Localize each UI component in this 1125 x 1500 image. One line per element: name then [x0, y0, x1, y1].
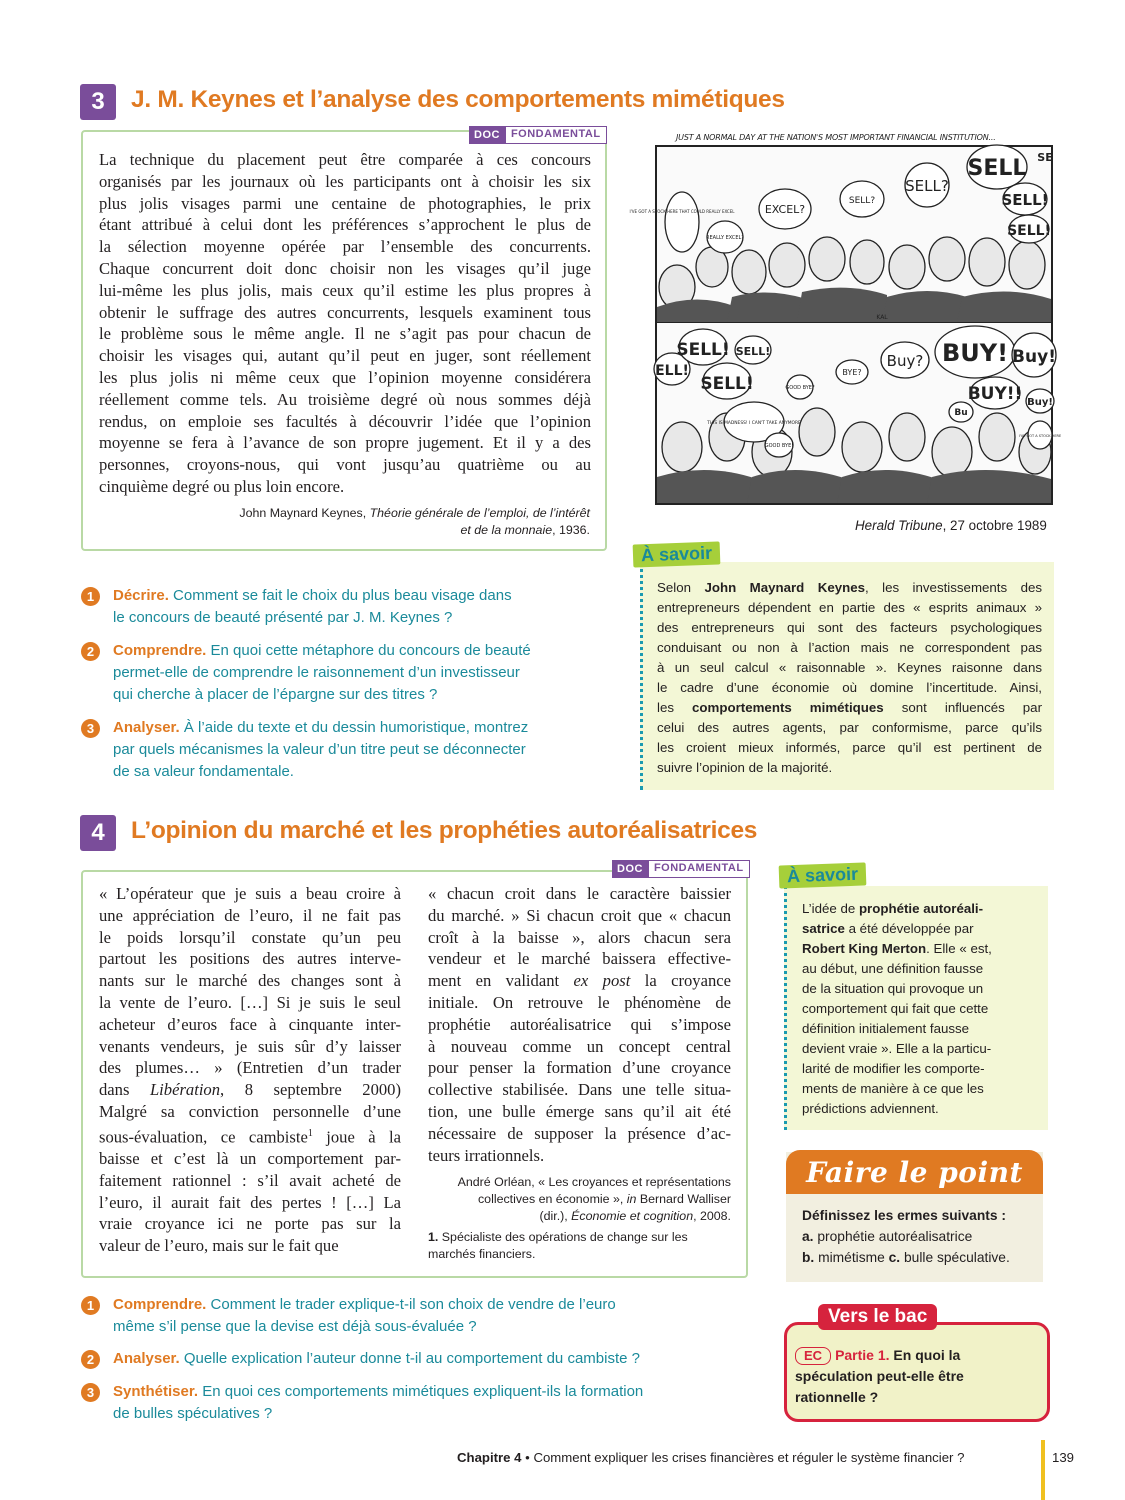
text-line: l’euro, il aurait fait des pertes ! […] La — [99, 1192, 401, 1212]
question-line-text: permet-elle de comprendre le raisonnement d’un investisseur — [113, 664, 520, 681]
savoir-line — [802, 999, 1022, 1019]
item-text: mimétisme — [814, 1250, 889, 1265]
doc-fondamental-tag-3 — [469, 126, 607, 144]
section-4-title: L’opinion du marché et les prophéties autoréalisatrices — [131, 817, 758, 844]
savoir-segment: a été développée par — [844, 921, 974, 936]
item-text: bulle spéculative. — [900, 1250, 1010, 1265]
text-line: teurs irrationnels. — [428, 1145, 545, 1165]
item-text: prophétie autoréalisatrice — [813, 1229, 973, 1244]
ec-badge: EC — [795, 1347, 831, 1365]
question-text — [113, 585, 593, 629]
question-text — [113, 1294, 616, 1338]
savoir-segment: de la situation qui provoque un — [802, 981, 984, 996]
footnote-line: marchés financiers. — [428, 1247, 536, 1261]
savoir-line — [657, 758, 1042, 778]
cartoon-bubble-text: Buy! — [1027, 397, 1053, 408]
savoir-line — [802, 1019, 1022, 1039]
question-line — [113, 1316, 593, 1338]
cartoon-bubble-text: SELL! — [676, 340, 730, 360]
text-line: à nouveau comme un concept central — [428, 1036, 731, 1056]
text-segment: sous-évaluation, ce cambiste — [99, 1127, 308, 1147]
savoir-segment: Robert King Merton — [802, 941, 927, 956]
text-line: nants sur le marché des changes sont à — [99, 971, 401, 991]
text-line: Chaque concurrent doit donc choisir non les visages qu’il juge — [99, 258, 591, 278]
text-line: Malgré sa conviction personnelle d’une — [99, 1101, 401, 1121]
footer-separator: • — [521, 1450, 534, 1465]
savoir-line — [802, 959, 1022, 979]
savoir-line — [657, 598, 1042, 618]
text-line: organisés par les journaux où les participants ont à choisir les six — [99, 171, 591, 191]
question-text — [113, 717, 593, 783]
a-savoir-dotted-border — [640, 562, 643, 790]
savoir-line — [657, 718, 1042, 738]
question-verb: Comprendre. — [113, 642, 207, 659]
cartoon-bubble-text: BYE? — [842, 368, 862, 377]
doc-fondamental-tag-4 — [612, 860, 750, 878]
text-line: personnes, croyons-nous, qui vont jusqu’au quatrième ou au — [99, 455, 591, 475]
savoir-segment: conduisant ou non à l’action mais ne correspondent pas — [657, 640, 1042, 655]
cartoon-bubble-text: BUY!! — [967, 384, 1023, 404]
source-title-2: et de la monnaie — [460, 523, 553, 537]
savoir-line — [657, 618, 1042, 638]
question-verb: Décrire. — [113, 587, 169, 604]
bac-question-line: spéculation peut-elle être — [795, 1368, 964, 1384]
text-line — [99, 1079, 401, 1101]
question-line-text: de sa valeur fondamentale. — [113, 763, 294, 780]
savoir-line — [802, 979, 1022, 999]
document-4-column-1 — [99, 883, 401, 1257]
question-verb: Comprendre. — [113, 1296, 207, 1313]
text-line: des plumes… » (Entretien d’un trader — [99, 1058, 401, 1078]
savoir-segment: des entrepreneurs qui sont des facteurs psychologiques — [657, 620, 1042, 635]
question-number: 2 — [81, 1350, 100, 1369]
cartoon-bubble-text: SELL! — [735, 345, 771, 358]
text-segment: Libération — [149, 1080, 221, 1100]
text-line — [99, 1123, 401, 1148]
savoir-segment: comportements mimétiques — [692, 700, 884, 715]
footer-chapter-title: Comment expliquer les crises financières et réguler le système financier ? — [533, 1450, 965, 1465]
cartoon-bubble-text: GOOD BYE? — [785, 385, 815, 391]
question-line — [113, 585, 593, 607]
item-label: a. — [802, 1229, 814, 1244]
text-line: la vente de l’euro. […] Si je suis le seul — [99, 992, 401, 1012]
text-line: cinquième degré ou plus loin encore. — [99, 476, 345, 496]
question-line-text: par quels mécanismes la valeur d’un titre peut se déconnecter — [113, 741, 526, 758]
savoir-segment: au début, une définition fausse — [802, 961, 984, 976]
question-line — [113, 717, 593, 739]
savoir-line — [802, 1059, 1022, 1079]
savoir-line — [657, 578, 1042, 598]
text-line: croît à la baisse », alors chacun sera — [428, 927, 731, 947]
text-line: du marché. » Si chacun croit que « chacun — [428, 905, 731, 925]
question-line-text: Comment le trader explique-t-il son choix de vendre de l’euro — [206, 1296, 616, 1313]
page-number: 139 — [1052, 1450, 1075, 1465]
question-line — [113, 662, 593, 684]
text-line: le poids lorsqu’il constate qu’un peu — [99, 927, 401, 947]
question-verb: Analyser. — [113, 719, 180, 736]
cartoon-illustration — [629, 145, 1062, 505]
savoir-line — [802, 1079, 1022, 1099]
cartoon-caption-title: Herald Tribune — [855, 518, 943, 533]
question-line-text: En quoi cette métaphore du concours de beauté — [206, 642, 531, 659]
cartoon-bubble-text: THIS IS MADNESS! I CAN'T TAKE ANYMORE — [707, 421, 801, 426]
question-line-text: Quelle explication l’auteur donne t-il au comportement du cambiste ? — [179, 1350, 640, 1367]
savoir-line — [802, 939, 1022, 959]
savoir-segment: , les investissements des — [865, 580, 1043, 595]
text-line: plus jolis visages parmi une centaine de photographies, le prix — [99, 193, 591, 213]
savoir-segment: définition initialement fausse — [802, 1021, 970, 1036]
question-line-text: Comment se fait le choix du plus beau visage dans — [168, 587, 512, 604]
cartoon-bubble-text: SELL! — [700, 374, 754, 394]
text-line: étant attribué à celui dont les préférences s’approchent le plus de — [99, 215, 591, 235]
question-line — [113, 640, 593, 662]
cartoon-bubble-text: ELL! — [655, 363, 689, 379]
question-line-text: qui cherche à placer de l’épargne sur des titres ? — [113, 686, 438, 703]
savoir-segment: devient vraie ». Elle a la particu- — [802, 1041, 992, 1056]
text-line: La technique du placement peut être comparée à ces concours — [99, 150, 591, 169]
cartoon-bubble-text: Bu — [954, 408, 968, 418]
text-line: vraie croyance ici ne porte pas sur la — [99, 1214, 401, 1234]
question-text — [113, 1381, 644, 1425]
source-line — [420, 1191, 731, 1208]
bac-question-line: rationnelle ? — [795, 1389, 879, 1405]
question-line-text: de bulles spéculatives ? — [113, 1405, 273, 1422]
vers-le-bac-question — [795, 1345, 1040, 1408]
text-line: lui-même les plus jolis, mais ceux qu’il estime les plus propres à — [99, 280, 591, 300]
source-segment: , 2008. — [693, 1209, 731, 1223]
savoir-line — [657, 638, 1042, 658]
text-line: la sélection moyenne opérée par l’ensemble des concurrents. — [99, 237, 591, 257]
faire-le-point-content — [802, 1205, 1037, 1268]
text-line: acheteur d’euros face à cinquante inter- — [99, 1014, 401, 1034]
question-line-text: le concours de beauté présenté par J. M. Keynes ? — [113, 609, 453, 626]
text-segment: dans — [99, 1080, 150, 1100]
question-line — [113, 1294, 616, 1316]
cartoon-bubble-text: REALLY EXCEL? — [706, 235, 744, 241]
question-line — [113, 739, 593, 761]
savoir-segment: comportement qui fait que cette — [802, 1001, 989, 1016]
cartoon-bubble-text: GOOD BYE! — [764, 443, 794, 449]
faire-le-point-title: Faire le point — [786, 1150, 1043, 1194]
faire-le-point-intro: Définissez les ermes suivants : — [802, 1208, 1006, 1223]
question-text — [113, 640, 593, 706]
question-number: 3 — [81, 1383, 100, 1402]
text-line: « chacun croit dans le caractère baissier — [428, 884, 731, 903]
savoir-segment: John Maynard Keynes — [704, 580, 866, 595]
question-number: 1 — [81, 1296, 100, 1315]
question-line-text: même s’il pense que la devise est déjà sous-évaluée ? — [113, 1318, 477, 1335]
question-verb: Analyser. — [113, 1350, 180, 1367]
a-savoir-text-3 — [657, 578, 1042, 778]
bac-partie: Partie 1. — [835, 1347, 890, 1363]
section-4-number: 4 — [80, 815, 116, 851]
text-line: les plus jolis ni même ceux que l’opinion moyenne considérera — [99, 367, 591, 387]
text-segment: joue à la — [312, 1127, 401, 1147]
cartoon-bubble-text: EXCEL? — [764, 203, 806, 216]
savoir-segment: celui des autres agents, par conformisme, parce qu’ils — [657, 720, 1042, 735]
question-line — [113, 1381, 644, 1403]
footer-chapter-label: Chapitre 4 — [457, 1450, 522, 1465]
savoir-segment: . Elle « est, — [926, 941, 992, 956]
question-line-text: En quoi ces comportements mimétiques expliquent-ils la formation — [198, 1383, 644, 1400]
item-label: b. — [802, 1250, 815, 1265]
cartoon-bubble-text: SE — [1037, 151, 1053, 164]
cartoon-bubble-text: SELL? — [905, 177, 949, 195]
vers-le-bac-label: Vers le bac — [818, 1304, 937, 1330]
bac-question-line: En quoi la — [889, 1347, 961, 1363]
cartoon-bubble-text: BUY! — [941, 339, 1009, 367]
question-verb: Synthétiser. — [113, 1383, 199, 1400]
source-author: John Maynard Keynes, — [239, 506, 370, 520]
text-line — [428, 970, 731, 992]
question-line-text: À l’aide du texte et du dessin humoristique, montrez — [179, 719, 529, 736]
fondamental-tag-label: FONDAMENTAL — [648, 860, 750, 878]
text-segment: ex post — [573, 971, 631, 991]
savoir-segment: ments de manière à ce que les — [802, 1081, 984, 1096]
footer-chapter — [457, 1450, 964, 1465]
cartoon-bubble-text: SELL! — [1007, 223, 1051, 239]
savoir-line — [657, 658, 1042, 678]
question-number: 3 — [81, 719, 100, 738]
text-line: baisse et c’est là un comportement par- — [99, 1149, 401, 1169]
doc-tag-label: DOC — [612, 860, 648, 878]
savoir-segment: suivre l’opinion de la majorité. — [657, 760, 833, 775]
cartoon-top-caption: JUST A NORMAL DAY AT THE NATION'S MOST IMPORTANT FINANCIAL INSTITUTION... — [676, 133, 996, 142]
question-number: 1 — [81, 587, 100, 606]
cartoon-bubble-text: SELL — [967, 156, 1027, 181]
cartoon-drawing — [629, 147, 1062, 503]
cartoon-caption — [855, 518, 1047, 533]
cartoon-bubble-text: Buy? — [886, 352, 924, 370]
source-year: , 1936. — [552, 523, 590, 537]
cartoon-bubble-text: I'VE GOT A STOCK HERE THAT COULD REALLY EXCEL — [629, 209, 735, 214]
footer-page-bar — [1041, 1440, 1045, 1500]
a-savoir-label-4: À savoir — [779, 862, 867, 888]
text-line: valeur de l’euro, mais sur le fait que — [99, 1236, 339, 1256]
savoir-line — [802, 899, 1022, 919]
source-segment: Bernard Walliser — [636, 1192, 731, 1206]
savoir-line — [657, 738, 1042, 758]
question-line — [113, 1403, 593, 1425]
savoir-segment: satrice — [802, 921, 845, 936]
question-line — [113, 607, 593, 629]
savoir-segment: prophétie autoréali- — [858, 901, 984, 916]
text-segment: la croyance — [630, 971, 731, 991]
cartoon-signature: KAL — [876, 314, 888, 321]
savoir-line — [657, 698, 1042, 718]
question-text — [113, 1348, 640, 1370]
source-segment: André Orléan, « Les croyances et représentations — [457, 1175, 731, 1189]
text-line: initiale. On retrouve le phénomène de — [428, 992, 731, 1012]
text-line: réellement comme tels. Au troisième degré où nous sommes déjà — [99, 389, 591, 409]
savoir-segment: les — [657, 700, 693, 715]
text-line: venants vendeurs, je suis sûr d’y laisser — [99, 1036, 401, 1056]
footnote-line: Spécialiste des opérations de change sur les — [438, 1230, 688, 1244]
doc-tag-label: DOC — [469, 126, 505, 144]
footnote-marker: 1 — [307, 1127, 313, 1139]
source-segment: Économie et cognition — [571, 1209, 694, 1223]
cartoon-bubble-text: I'VE GOT A STOCK HERE — [1018, 434, 1062, 438]
savoir-line — [802, 1099, 1022, 1119]
savoir-segment: sont influencés par — [883, 700, 1042, 715]
savoir-segment: larité de modifier les comporte- — [802, 1061, 985, 1076]
text-line: collective stabilisée. Dans une telle situa- — [428, 1080, 731, 1100]
savoir-line — [802, 919, 1022, 939]
text-line: obtenir le suffrage des autres concurrents, lesquels examinent tous — [99, 302, 591, 322]
document-4-column-2 — [428, 883, 731, 1166]
cartoon-caption-date: , 27 octobre 1989 — [942, 518, 1047, 533]
a-savoir-dotted-border — [784, 886, 787, 1130]
item-label: c. — [888, 1250, 901, 1265]
text-line: moyenne se fera à l’avance de son propre jugement. Et il y a des — [99, 433, 591, 453]
text-line: nécessaire de supposer la présence d’ac- — [428, 1123, 731, 1143]
savoir-segment: le cadre d’une économie où domine l’incertitude. Ainsi, — [657, 680, 1042, 695]
text-line: choisir les visages qui, autant qu’il peut en juger, sont réellement — [99, 346, 591, 366]
savoir-segment: entrepreneurs dépendent en partie des « esprits animaux » — [657, 600, 1042, 615]
footnote-number: 1. — [428, 1230, 439, 1244]
text-line: rendus, on emploie ses facultés à découvrir l’idée que l’opinion — [99, 411, 591, 431]
text-line: une appréciation de l’euro, il ne fait pas — [99, 905, 401, 925]
savoir-segment: les croient mieux informés, parce qu’il est pertinent de — [657, 740, 1042, 755]
cartoon-bubble-text: Buy! — [1012, 347, 1056, 367]
a-savoir-text-4 — [802, 899, 1022, 1119]
source-title-1: Théorie générale de l’emploi, de l’intérêt — [369, 506, 590, 520]
savoir-line — [802, 1039, 1022, 1059]
document-3-text — [99, 149, 591, 498]
question-line — [113, 684, 593, 706]
question-number: 2 — [81, 642, 100, 661]
section-3-title: J. M. Keynes et l’analyse des comportements mimétiques — [131, 86, 785, 113]
source-line — [420, 1208, 731, 1225]
text-line: pour penser la formation d’une croyance — [428, 1058, 731, 1078]
cartoon-bubble-text: SELL? — [848, 196, 876, 206]
text-line: le problème sous le même angle. Il ne s’agit pas pour chacun de — [99, 324, 591, 344]
savoir-segment: L’idée de — [802, 901, 859, 916]
source-segment: collectives en économie », — [477, 1192, 627, 1206]
text-segment: , 8 septembre 2000) — [220, 1080, 401, 1100]
text-line: vendeur et le marché baissera effective- — [428, 949, 731, 969]
text-line: prophétie autoréalisatrice qui s’impose — [428, 1014, 731, 1034]
savoir-segment: à un seul calcul « raisonnable ». Keynes raisonne dans — [657, 660, 1042, 675]
savoir-segment: prédictions adviennent. — [802, 1101, 939, 1116]
source-segment: in — [626, 1192, 637, 1206]
savoir-segment: Selon — [657, 580, 705, 595]
question-line — [113, 1348, 640, 1370]
text-line: « L’opérateur que je suis a beau croire à — [99, 884, 401, 903]
document-4-source — [420, 1174, 731, 1225]
savoir-line — [657, 678, 1042, 698]
section-3-number: 3 — [80, 84, 116, 120]
document-4-footnote — [428, 1229, 728, 1263]
text-segment: ment en validant — [428, 971, 574, 991]
question-line — [113, 761, 593, 783]
text-line: partout les positions des autres interve- — [99, 949, 401, 969]
text-line: faitement rationnel : s’il avait acheté de — [99, 1170, 401, 1190]
a-savoir-label-3: À savoir — [633, 541, 721, 567]
source-segment: (dir.), — [539, 1209, 572, 1223]
document-3-source — [150, 505, 590, 539]
fondamental-tag-label: FONDAMENTAL — [505, 126, 607, 144]
text-line: tion, une bulle émerge sans qu’il ait été — [428, 1101, 731, 1121]
source-line — [420, 1174, 731, 1191]
cartoon-bubble-text: SELL! — [1001, 191, 1049, 209]
